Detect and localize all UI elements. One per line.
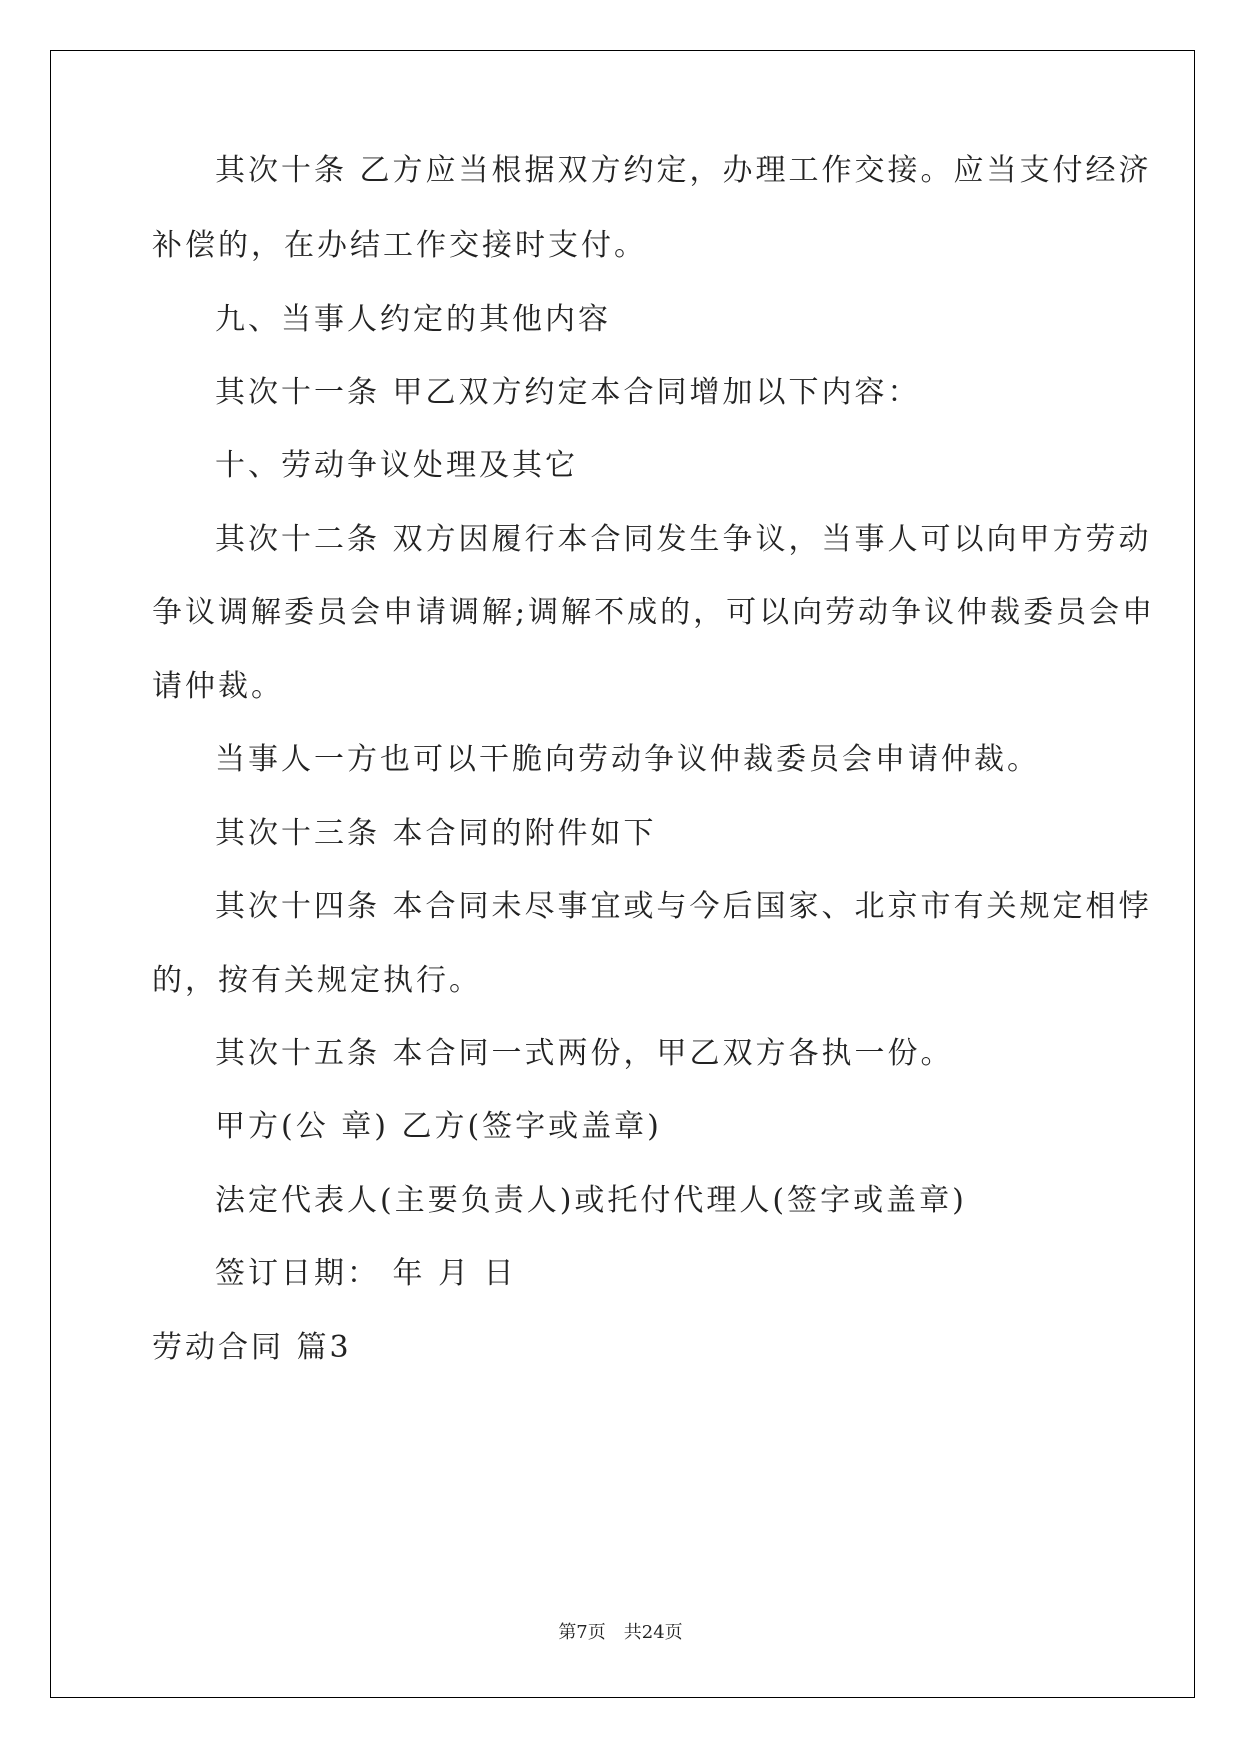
next-section-title: 劳动合同 篇3 [152, 1330, 352, 1365]
section-heading: 十、劳动争议处理及其它 [215, 448, 578, 483]
paragraph-line: 请仲裁。 [152, 669, 284, 704]
signing-date-line: 签订日期： 年 月 日 [215, 1256, 517, 1291]
paragraph-line: 当事人一方也可以干脆向劳动争议仲裁委员会申请仲裁。 [215, 742, 1040, 777]
paragraph-line: 其次十五条 本合同一式两份，甲乙双方各执一份。 [215, 1036, 954, 1071]
paragraph-line: 争议调解委员会申请调解;调解不成的，可以向劳动争议仲裁委员会申 [152, 595, 1156, 630]
paragraph-line: 其次十条 乙方应当根据双方约定，办理工作交接。应当支付经济 [215, 153, 1152, 188]
signature-line: 法定代表人(主要负责人)或托付代理人(签字或盖章) [215, 1183, 967, 1218]
signature-line: 甲方(公 章) 乙方(签字或盖章) [215, 1109, 662, 1144]
paragraph-line: 其次十三条 本合同的附件如下 [215, 816, 657, 851]
page-border [50, 50, 1195, 1698]
page-number: 第7页 共24页 [558, 1622, 683, 1643]
paragraph-line: 其次十一条 甲乙双方约定本合同增加以下内容： [215, 375, 921, 410]
paragraph-line: 其次十二条 双方因履行本合同发生争议，当事人可以向甲方劳动 [215, 522, 1152, 557]
paragraph-line: 其次十四条 本合同未尽事宜或与今后国家、北京市有关规定相悖 [215, 889, 1152, 924]
paragraph-line: 的，按有关规定执行。 [152, 963, 482, 998]
paragraph-line: 补偿的，在办结工作交接时支付。 [152, 228, 647, 263]
section-heading: 九、当事人约定的其他内容 [215, 302, 611, 337]
